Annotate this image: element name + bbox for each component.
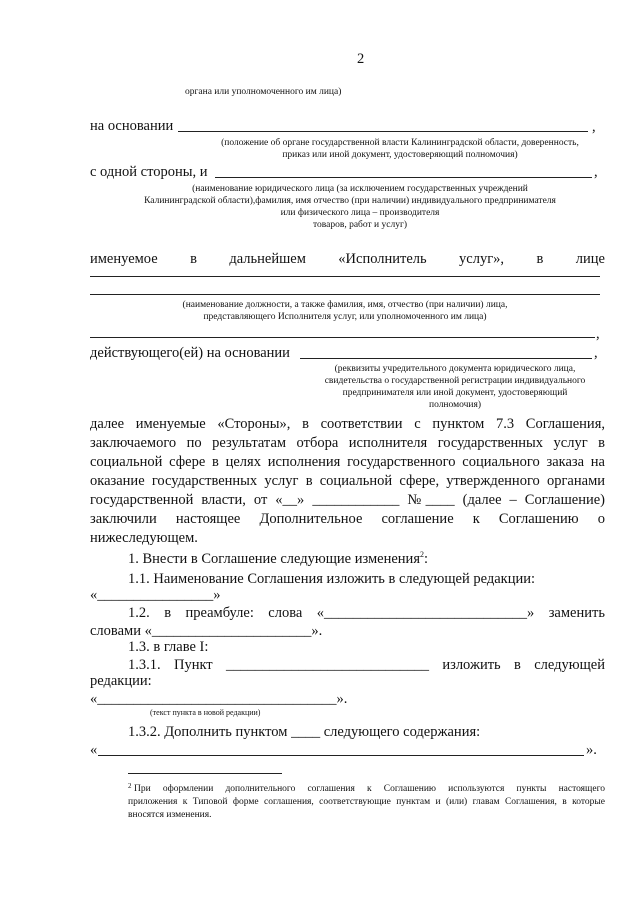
item-1-3-1-word: следующей: [534, 657, 605, 673]
acting-caption-line-3: предпринимателя или иной документ, удостоверяющий: [342, 388, 568, 398]
footnote-line-3: вносятся изменения.: [128, 810, 212, 820]
position-caption-line-1: (наименование должности, а также фамилия, имя, отчество (при наличии) лица,: [182, 300, 508, 310]
name-comma: ,: [596, 326, 600, 342]
basis-comma: ,: [592, 119, 596, 135]
parties-paragraph-line-6: заключили настоящее Дополнительное соглашение к Соглашению о: [90, 511, 605, 527]
one-side-label: с одной стороны, и: [90, 164, 208, 180]
legal-entity-caption-line-1: (наименование юридического лица (за исключением государственных учреждений: [192, 184, 528, 194]
item-1-2-word: заменить: [548, 605, 605, 621]
representative-field-line-1[interactable]: [90, 276, 600, 277]
acting-basis-field[interactable]: [300, 358, 592, 359]
parties-paragraph-line-3: социальной сфере в целях исполнения государственного социального заказа на: [90, 454, 605, 470]
header-caption: органа или уполномоченного им лица): [185, 87, 342, 97]
item-1-2-word: в: [164, 605, 172, 621]
item-1-2-new-words[interactable]: словами «______________________».: [90, 623, 323, 639]
named-word: «Исполнитель: [338, 251, 427, 267]
item-1-text: 1. Внести в Соглашение следующие изменения: [128, 551, 420, 567]
legal-entity-caption-line-2: Калининградской области),фамилия, имя отчество (при наличии) индивидуального предпринимателя: [144, 196, 556, 206]
acting-caption-line-2: свидетельства о государственной регистрации индивидуального: [324, 376, 586, 386]
item-1-2-old-words-field[interactable]: «____________________________»: [316, 605, 535, 621]
item-1: [128, 550, 428, 568]
basis-field[interactable]: [178, 131, 588, 132]
item-1-3-2-open-quote: «: [90, 742, 98, 758]
position-caption-line-2: представляющего Исполнителя услуг, или уполномоченного им лица): [203, 312, 487, 322]
basis-caption-line-2: приказ или иной документ, удостоверяющий полномочия): [282, 150, 518, 160]
acting-caption-line-1: (реквизиты учредительного документа юридического лица,: [334, 364, 576, 374]
basis-caption-line-1: (положение об органе государственной власти Калининградской области, доверенность,: [221, 138, 579, 148]
parties-paragraph-line-2: заключаемого по результатам отбора исполнителя государственных услуг в: [90, 435, 605, 451]
one-side-comma: ,: [594, 164, 598, 180]
item-1-3-1-word: 1.3.1.: [128, 657, 161, 673]
item-1-3-1-word: Пункт: [173, 657, 213, 673]
item-1-3-1-point-field[interactable]: ____________________________: [225, 657, 429, 673]
parties-paragraph-line-5: государственной власти, от «__» ____________ №____ (далее – Соглашение): [90, 492, 605, 508]
footnote-line-1: При оформлении дополнительного соглашения к Соглашению используются пункты настоящего: [134, 784, 605, 794]
named-word: в: [190, 251, 197, 267]
parties-paragraph-line-1: далее именуемые «Стороны», в соответствии с пунктом 7.3 Соглашения,: [90, 416, 605, 432]
parties-paragraph-line-4: оказание государственных услуг в социальной сфере, утвержденного органами: [90, 473, 605, 489]
legal-entity-caption-line-3: или физического лица – производителя: [280, 208, 440, 218]
counterparty-field[interactable]: [215, 177, 592, 178]
named-word: лице: [575, 251, 605, 267]
page-number: 2: [357, 51, 365, 67]
named-executor-line: [90, 250, 605, 268]
parties-paragraph-line-7: нижеследующем.: [90, 530, 198, 546]
item-1-2-word: слова: [268, 605, 303, 621]
item-1-1: 1.1. Наименование Соглашения изложить в следующей редакции:: [128, 571, 536, 587]
named-word: дальнейшем: [229, 251, 306, 267]
item-1-2-word: преамбуле:: [185, 605, 254, 621]
item-1-3-1: [128, 656, 605, 674]
footnote-number: 2: [128, 782, 132, 790]
item-1-3-1-word: изложить: [442, 657, 501, 673]
item-1-3: 1.3. в главе I:: [128, 639, 209, 655]
representative-field-line-2[interactable]: [90, 294, 600, 295]
named-word: услуг»,: [459, 251, 505, 267]
representative-name-field[interactable]: [90, 337, 595, 338]
acting-label: действующего(ей) на основании: [90, 345, 290, 361]
item-1-1-value[interactable]: «________________»: [90, 587, 221, 603]
item-1-colon: :: [423, 551, 429, 567]
item-1-3-1-value[interactable]: «_________________________________».: [90, 691, 348, 707]
acting-caption-line-4: полномочия): [428, 400, 481, 410]
item-1-2: [128, 604, 605, 622]
legal-entity-caption-line-4: товаров, работ и услуг): [312, 220, 408, 230]
item-1-3-2-close-quote: ».: [586, 742, 597, 758]
item-1-3-1-caption: (текст пункта в новой редакции): [150, 708, 261, 717]
item-1-3-2-field[interactable]: [98, 755, 584, 756]
item-1-2-word: 1.2.: [128, 605, 150, 621]
item-1-3-1-edition-label: редакции:: [90, 673, 152, 689]
footnote-ref: 2: [419, 550, 424, 560]
footnote-line-2: приложения к Типовой форме соглашения, соответствующие пунктам и (или) главам Соглашения, в которые: [128, 797, 605, 807]
named-word: в: [536, 251, 544, 267]
acting-comma: ,: [594, 345, 598, 361]
item-1-3-2: 1.3.2. Дополнить пунктом ____ следующего содержания:: [128, 724, 481, 740]
basis-label: на основании: [90, 118, 174, 134]
named-word: именуемое: [90, 251, 158, 267]
item-1-3-1-word: в: [514, 657, 521, 673]
footnote-divider: [128, 773, 282, 774]
